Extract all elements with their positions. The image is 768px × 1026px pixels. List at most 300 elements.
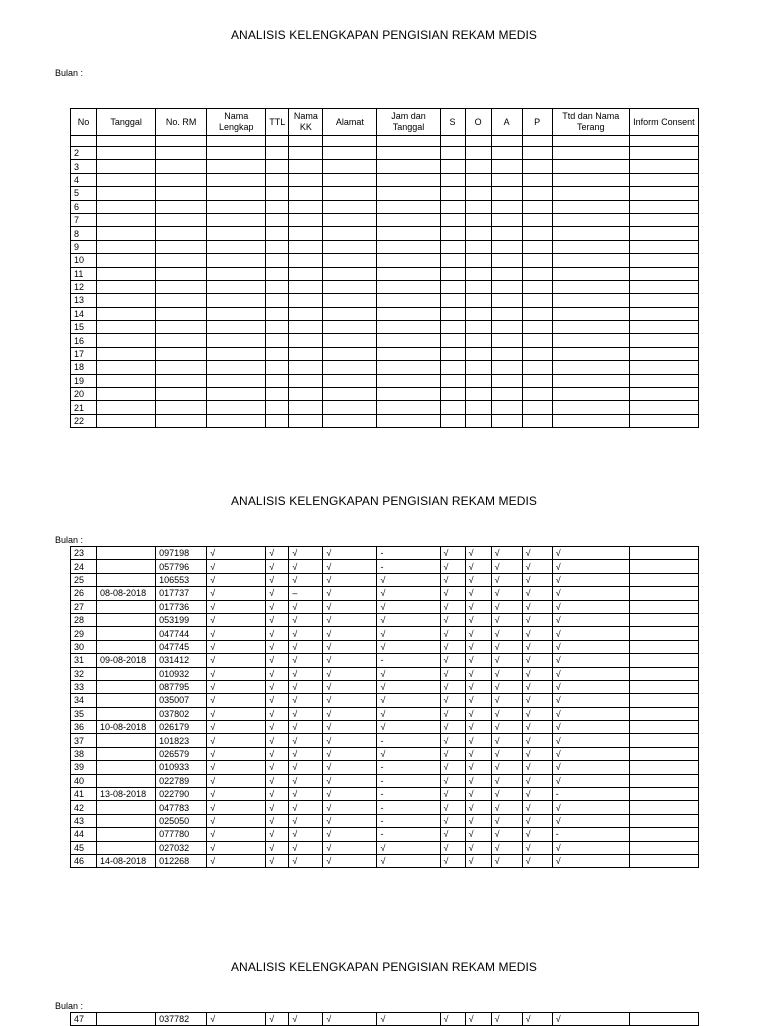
table-cell: [266, 307, 289, 320]
table-cell: [207, 361, 266, 374]
row-number-cell: 14: [71, 307, 97, 320]
table-cell: [629, 388, 698, 401]
table-cell: [289, 147, 323, 160]
table-cell: [522, 187, 552, 200]
table-cell: [207, 213, 266, 226]
table-cell: √: [266, 774, 289, 787]
table-cell: √: [491, 640, 522, 653]
table-cell: [323, 401, 377, 414]
table-cell: √: [440, 600, 465, 613]
table-cell: [552, 347, 629, 360]
table-cell: √: [323, 640, 377, 653]
table-row: [71, 401, 699, 414]
row-number-cell: 7: [71, 213, 97, 226]
table-cell: [97, 280, 156, 293]
table-cell: [552, 147, 629, 160]
table-cell: [266, 321, 289, 334]
table-cell: [323, 307, 377, 320]
table-cell: [629, 147, 698, 160]
table-row: [71, 788, 699, 801]
table-cell: √: [377, 841, 440, 854]
table-cell: √: [522, 680, 552, 693]
table-cell: 077780: [156, 828, 207, 841]
table-cell: [552, 267, 629, 280]
row-number-cell: 16: [71, 334, 97, 347]
table-cell: -: [377, 801, 440, 814]
table-cell: [491, 254, 522, 267]
table-row: [71, 801, 699, 814]
table-cell: √: [440, 587, 465, 600]
table-cell: [440, 321, 465, 334]
table-cell: √: [207, 828, 266, 841]
table-cell: √: [440, 680, 465, 693]
table-cell: [97, 374, 156, 387]
table-cell: √: [465, 774, 491, 787]
table-cell: [323, 294, 377, 307]
table-cell: 23: [71, 547, 97, 560]
table-cell: [629, 347, 698, 360]
table-cell: [377, 321, 440, 334]
table-cell: [440, 307, 465, 320]
table-cell: [156, 334, 207, 347]
table-cell: √: [377, 747, 440, 760]
table-cell: 39: [71, 761, 97, 774]
table-cell: [323, 240, 377, 253]
table-cell: √: [522, 734, 552, 747]
table-cell: [629, 294, 698, 307]
table-cell: [440, 401, 465, 414]
table-cell: 097198: [156, 547, 207, 560]
table-cell: [323, 187, 377, 200]
table-cell: [629, 160, 698, 173]
table-cell: [323, 374, 377, 387]
row-number-cell: 21: [71, 401, 97, 414]
table-cell: √: [522, 721, 552, 734]
table-cell: √: [491, 587, 522, 600]
table-cell: √: [491, 667, 522, 680]
table-cell: √: [377, 613, 440, 626]
table-cell: [289, 200, 323, 213]
table-cell: √: [552, 801, 629, 814]
table-cell: 017737: [156, 587, 207, 600]
table-cell: [97, 814, 156, 827]
table-cell: 047744: [156, 627, 207, 640]
table-cell: -: [552, 788, 629, 801]
table-row: [71, 747, 699, 760]
table-cell: √: [289, 801, 323, 814]
table-cell: [97, 213, 156, 226]
table-cell: [289, 240, 323, 253]
table-cell: [440, 147, 465, 160]
table-row: [71, 814, 699, 827]
table-cell: √: [440, 801, 465, 814]
table-cell: [629, 694, 698, 707]
table-cell: [491, 307, 522, 320]
table-cell: [266, 173, 289, 186]
table-cell: √: [207, 774, 266, 787]
table-cell: [629, 801, 698, 814]
table-cell: [629, 828, 698, 841]
column-header: Alamat: [323, 109, 377, 136]
table-cell: 33: [71, 680, 97, 693]
table-cell: √: [491, 721, 522, 734]
table-cell: -: [377, 828, 440, 841]
table-cell: [207, 388, 266, 401]
table-cell: √: [440, 613, 465, 626]
table-cell: √: [323, 547, 377, 560]
table-cell: √: [207, 587, 266, 600]
table-cell: [465, 200, 491, 213]
table-cell: √: [207, 734, 266, 747]
table-cell: [522, 267, 552, 280]
table-cell: √: [465, 841, 491, 854]
table-cell: [289, 254, 323, 267]
table-cell: [207, 254, 266, 267]
table-cell: [440, 240, 465, 253]
table-cell: [629, 814, 698, 827]
table-cell: [289, 294, 323, 307]
table-row: [71, 573, 699, 586]
table-cell: √: [491, 547, 522, 560]
table-cell: [629, 680, 698, 693]
table-cell: 025050: [156, 814, 207, 827]
table-cell: [465, 334, 491, 347]
table-cell: [266, 240, 289, 253]
row-number-cell: 18: [71, 361, 97, 374]
table-cell: [97, 361, 156, 374]
table-cell: [266, 227, 289, 240]
table-cell: √: [377, 587, 440, 600]
table-cell: [552, 414, 629, 427]
table-cell: [323, 173, 377, 186]
column-header: TTL: [266, 109, 289, 136]
table-cell: √: [289, 841, 323, 854]
row-number-cell: 2: [71, 147, 97, 160]
table-cell: [440, 173, 465, 186]
table-cell: [156, 401, 207, 414]
table-cell: [156, 160, 207, 173]
table-cell: √: [440, 747, 465, 760]
table-cell: [323, 213, 377, 226]
table-cell: √: [522, 667, 552, 680]
table-cell: [440, 160, 465, 173]
table-cell: [440, 227, 465, 240]
table-cell: √: [289, 573, 323, 586]
table-cell: √: [266, 828, 289, 841]
table-cell: √: [323, 1013, 377, 1026]
table-cell: [465, 388, 491, 401]
table-cell: [97, 747, 156, 760]
table-cell: 010933: [156, 761, 207, 774]
table-cell: √: [377, 640, 440, 653]
table-cell: 08-08-2018: [97, 587, 156, 600]
table-cell: √: [522, 814, 552, 827]
table-cell: [440, 280, 465, 293]
table-cell: [440, 213, 465, 226]
table-cell: 13-08-2018: [97, 788, 156, 801]
table-cell: [266, 213, 289, 226]
table-cell: √: [323, 707, 377, 720]
table-cell: √: [491, 841, 522, 854]
table-cell: √: [522, 627, 552, 640]
section-2-bulan-label: Bulan :: [55, 535, 84, 545]
table-cell: -: [377, 654, 440, 667]
table-cell: √: [491, 747, 522, 760]
table-cell: 41: [71, 788, 97, 801]
table-cell: [629, 254, 698, 267]
table-cell: √: [440, 788, 465, 801]
row-number-cell: 13: [71, 294, 97, 307]
table-cell: [266, 267, 289, 280]
table-cell: √: [465, 627, 491, 640]
table-cell: [323, 361, 377, 374]
table-cell: √: [207, 600, 266, 613]
table-cell: √: [207, 707, 266, 720]
table-cell: √: [440, 707, 465, 720]
table-cell: [465, 414, 491, 427]
table-cell: [266, 401, 289, 414]
table-cell: 057796: [156, 560, 207, 573]
table-cell: [97, 307, 156, 320]
table-cell: [289, 173, 323, 186]
table-cell: √: [207, 680, 266, 693]
table-cell: √: [552, 734, 629, 747]
table-cell: √: [323, 680, 377, 693]
table-cell: √: [465, 734, 491, 747]
table-cell: √: [522, 788, 552, 801]
table-cell: √: [266, 788, 289, 801]
table-cell: [207, 321, 266, 334]
table-cell: [97, 240, 156, 253]
table-cell: [465, 240, 491, 253]
table-cell: 027032: [156, 841, 207, 854]
row-number-cell: [71, 136, 97, 147]
table-cell: [440, 200, 465, 213]
column-header: Tanggal: [97, 109, 156, 136]
table-cell: 035007: [156, 694, 207, 707]
table-cell: [207, 267, 266, 280]
table-cell: √: [522, 828, 552, 841]
table-cell: [207, 414, 266, 427]
row-number-cell: 5: [71, 187, 97, 200]
table-cell: [97, 707, 156, 720]
column-header: Inform Consent: [629, 109, 698, 136]
table-cell: [465, 374, 491, 387]
table-cell: [465, 280, 491, 293]
table-cell: √: [377, 600, 440, 613]
table-row: [71, 321, 699, 334]
table-cell: √: [289, 761, 323, 774]
table-cell: √: [440, 640, 465, 653]
table-cell: [377, 347, 440, 360]
table-cell: 29: [71, 627, 97, 640]
table-cell: [491, 267, 522, 280]
table-cell: √: [552, 854, 629, 867]
table-cell: √: [323, 747, 377, 760]
table-cell: √: [377, 573, 440, 586]
table-cell: [440, 361, 465, 374]
table-cell: √: [266, 854, 289, 867]
table-cell: [156, 321, 207, 334]
table-cell: [156, 173, 207, 186]
table-cell: √: [552, 613, 629, 626]
table-cell: [629, 841, 698, 854]
table-cell: √: [465, 1013, 491, 1026]
table-cell: [97, 613, 156, 626]
table-cell: [266, 147, 289, 160]
table-cell: √: [207, 814, 266, 827]
table-cell: [207, 187, 266, 200]
table-cell: [323, 347, 377, 360]
table-cell: √: [323, 801, 377, 814]
table-cell: [629, 414, 698, 427]
table-cell: [491, 160, 522, 173]
table-cell: [97, 160, 156, 173]
table-cell: [629, 173, 698, 186]
table-row: [71, 828, 699, 841]
table-cell: √: [552, 774, 629, 787]
table-cell: [207, 200, 266, 213]
column-header: A: [491, 109, 522, 136]
table-row: [71, 667, 699, 680]
table-cell: √: [552, 667, 629, 680]
table-cell: [207, 374, 266, 387]
table-cell: √: [266, 747, 289, 760]
table-cell: √: [377, 680, 440, 693]
table-cell: [97, 573, 156, 586]
table-cell: [323, 136, 377, 147]
table-cell: [440, 254, 465, 267]
table-cell: [323, 160, 377, 173]
table-cell: 24: [71, 560, 97, 573]
table-cell: [289, 187, 323, 200]
table-cell: 026579: [156, 747, 207, 760]
table-cell: [629, 560, 698, 573]
table-cell: √: [465, 547, 491, 560]
table-cell: √: [207, 801, 266, 814]
table-cell: √: [491, 1013, 522, 1026]
table-cell: [97, 828, 156, 841]
table-cell: √: [207, 547, 266, 560]
table-cell: √: [522, 560, 552, 573]
table-cell: √: [266, 841, 289, 854]
table-cell: √: [552, 841, 629, 854]
table-cell: [266, 254, 289, 267]
table-cell: √: [552, 747, 629, 760]
table-cell: [552, 173, 629, 186]
table-cell: √: [552, 721, 629, 734]
table-cell: √: [522, 654, 552, 667]
table-cell: √: [522, 600, 552, 613]
table-cell: [377, 213, 440, 226]
table-cell: [522, 294, 552, 307]
section-2-table: [70, 546, 699, 868]
table-cell: [552, 307, 629, 320]
table-cell: √: [440, 854, 465, 867]
table-cell: [377, 374, 440, 387]
table-cell: √: [491, 654, 522, 667]
table-cell: [552, 200, 629, 213]
table-cell: √: [491, 600, 522, 613]
table-cell: √: [323, 600, 377, 613]
table-cell: [552, 136, 629, 147]
table-cell: [97, 774, 156, 787]
table-cell: 14-08-2018: [97, 854, 156, 867]
table-cell: [266, 136, 289, 147]
table-cell: [629, 267, 698, 280]
section-1-table: [70, 108, 699, 428]
table-cell: [522, 321, 552, 334]
row-number-cell: 20: [71, 388, 97, 401]
table-cell: √: [266, 680, 289, 693]
table-cell: [491, 173, 522, 186]
table-cell: 31: [71, 654, 97, 667]
table-row: [71, 374, 699, 387]
table-cell: √: [465, 814, 491, 827]
table-cell: √: [552, 1013, 629, 1026]
table-cell: √: [207, 573, 266, 586]
table-cell: √: [323, 667, 377, 680]
table-row: [71, 240, 699, 253]
section-1-bulan-label: Bulan :: [55, 68, 84, 78]
table-cell: √: [289, 600, 323, 613]
table-cell: [491, 347, 522, 360]
table-cell: [266, 294, 289, 307]
table-cell: [377, 414, 440, 427]
table-cell: [440, 334, 465, 347]
table-cell: √: [491, 801, 522, 814]
table-cell: 35: [71, 707, 97, 720]
table-cell: [377, 160, 440, 173]
table-row: [71, 613, 699, 626]
table-cell: [491, 280, 522, 293]
table-cell: [156, 307, 207, 320]
table-cell: √: [323, 560, 377, 573]
table-cell: [289, 213, 323, 226]
table-cell: [491, 136, 522, 147]
table-row: [71, 587, 699, 600]
table-cell: √: [491, 761, 522, 774]
table-cell: √: [266, 1013, 289, 1026]
table-cell: [323, 200, 377, 213]
row-number-cell: 9: [71, 240, 97, 253]
table-cell: [491, 334, 522, 347]
table-cell: [97, 334, 156, 347]
table-cell: √: [266, 721, 289, 734]
table-cell: √: [552, 761, 629, 774]
table-cell: [207, 307, 266, 320]
table-cell: [629, 374, 698, 387]
table-cell: [440, 267, 465, 280]
table-cell: √: [266, 547, 289, 560]
table-cell: -: [377, 547, 440, 560]
table-cell: √: [207, 640, 266, 653]
table-cell: 010932: [156, 667, 207, 680]
table-row: [71, 680, 699, 693]
table-cell: [323, 227, 377, 240]
table-cell: [491, 227, 522, 240]
row-number-cell: 10: [71, 254, 97, 267]
table-cell: 36: [71, 721, 97, 734]
table-cell: 101823: [156, 734, 207, 747]
table-cell: √: [440, 1013, 465, 1026]
table-cell: √: [377, 721, 440, 734]
table-cell: [97, 841, 156, 854]
table-cell: [97, 734, 156, 747]
table-cell: √: [440, 828, 465, 841]
row-number-cell: 17: [71, 347, 97, 360]
table-cell: [289, 414, 323, 427]
